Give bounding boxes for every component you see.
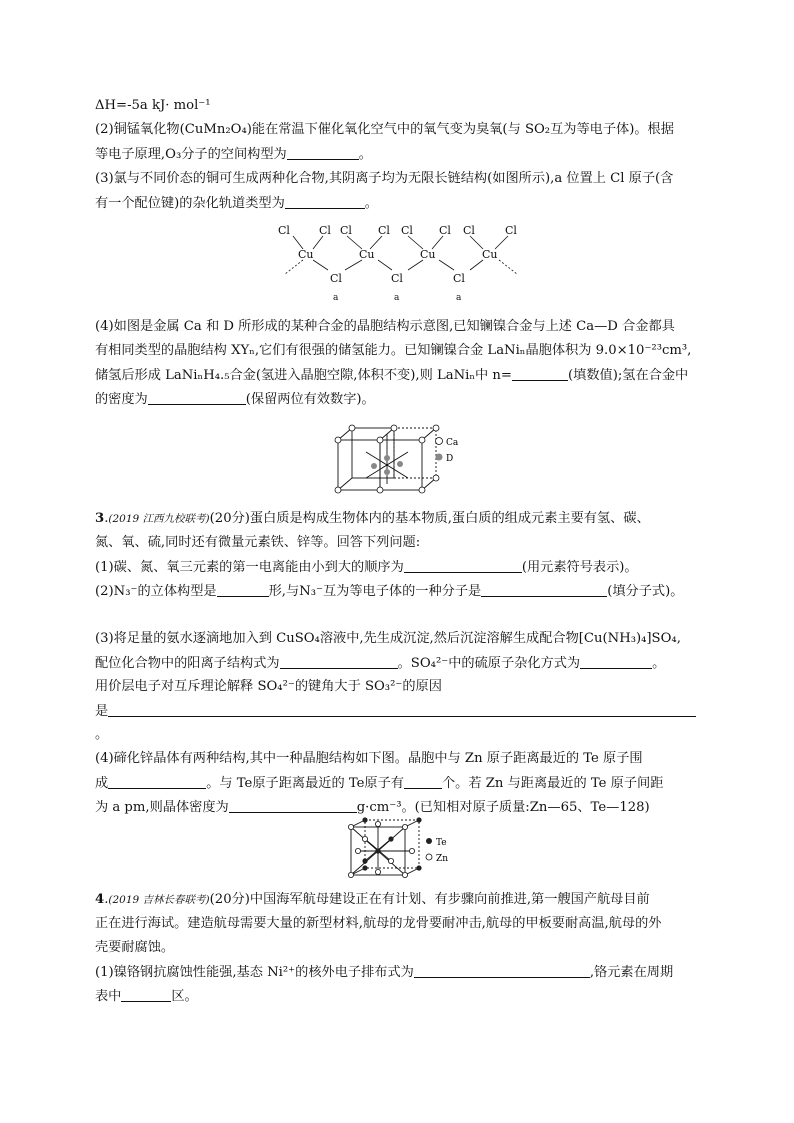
q3-part3-line5: 。 (95, 727, 109, 742)
chain-cu-label: Cu (298, 248, 314, 261)
chain-cl-label: Cl (401, 224, 413, 237)
chain-cl-label: Cl (319, 224, 331, 237)
te-legend-marker (426, 838, 432, 844)
answer-blank[interactable] (414, 963, 590, 978)
answer-blank[interactable] (229, 798, 357, 813)
q3-part3-line3: 用价层电子对互斥理论解释 SO₄²⁻的键角大于 SO₃²⁻的原因 (95, 679, 442, 694)
chain-a-label: a (333, 293, 339, 303)
chain-cl-label: Cl (439, 224, 451, 237)
answer-blank[interactable] (404, 558, 522, 573)
znte-cell-figure (343, 817, 463, 879)
answer-blank[interactable] (148, 390, 246, 405)
answer-blank[interactable] (481, 582, 607, 597)
legend-ca: Ca (446, 438, 459, 448)
chain-cl-label: Cl (340, 224, 352, 237)
q4-part1-line1: (1)镍铬钢抗腐蚀性能强,基态 Ni²⁺的核外电子排布式为 ,铬元素在周期 (95, 965, 674, 980)
answer-blank[interactable] (287, 145, 359, 160)
chain-cl-label: Cl (278, 224, 290, 237)
chain-cl-label: Cl (453, 272, 465, 285)
legend-d: D (446, 454, 454, 464)
q3-part3-line2: 配位化合物中的阳离子结构式为 。SO₄²⁻中的硫原子杂化方式为 。 (95, 656, 666, 671)
q3-line1: 3.(2019 江西九校联考)(20分)蛋白质是构成生物体内的基本物质,蛋白质的组成元素主要有氢、碳、 (95, 511, 650, 526)
q3-line2: 氮、氧、硫,同时还有微量元素铁、锌等。回答下列问题: (95, 535, 421, 550)
q3-part4-line3: 为 a pm,则晶体密度为 g·cm⁻³。(已知相对原子质量:Zn—65、Te—128) (95, 800, 650, 815)
zn-legend-marker (426, 854, 432, 860)
chain-cl-label: Cl (330, 272, 342, 285)
chain-cl-label: Cl (391, 272, 403, 285)
answer-blank[interactable] (280, 654, 398, 669)
q2-part4-line1: (4)如图是金属 Ca 和 D 所形成的某种合金的晶胞结构示意图,已知镧镍合金与上述 Ca—D 合金都具 (95, 319, 675, 334)
q2-part2-line1: (2)铜锰氧化物(CuMn₂O₄)能在常温下催化氧化空气中的氧气变为臭氧(与 SO₂互为等电子体)。根据 (95, 122, 674, 137)
q2-part4-line3: 储氢后形成 LaNiₙH₄.₅合金(氢进入晶胞空隙,体积不变),则 LaNiₙ中 n= (填数值);氢在合金中 (95, 368, 689, 383)
answer-blank[interactable] (108, 774, 206, 789)
q3-part3-line1: (3)将足量的氨水逐滴地加入到 CuSO₄溶液中,先生成沉淀,然后沉淀溶解生成配合物[Cu(NH₃)₄]SO₄, (95, 631, 681, 646)
q3-part1: (1)碳、氮、氧三元素的第一电离能由小到大的顺序为 (用元素符号表示)。 (95, 560, 638, 575)
answer-blank[interactable] (512, 366, 568, 381)
chain-cu-label: Cu (420, 248, 436, 261)
chain-cl-label: Cl (463, 224, 475, 237)
chain-a-label: a (394, 293, 400, 303)
answer-blank[interactable] (217, 582, 269, 597)
cu-cl-chain-figure (270, 222, 530, 304)
ca-legend-marker (436, 438, 443, 445)
q2-part3-line2: 有一个配位键)的杂化轨道类型为 。 (95, 196, 378, 211)
answer-blank[interactable] (285, 194, 365, 209)
q2-part4-line2: 有相同类型的晶胞结构 XYₙ,它们有很强的储氢能力。已知镧镍合金 LaNiₙ晶胞体积为 9.0×10⁻²³cm³, (95, 343, 692, 358)
q3-part4-line2: 成 。与 Te原子距离最近的 Te原子有 个。若 Zn 与距离最近的 Te 原子间距 (95, 776, 664, 791)
answer-blank[interactable] (121, 987, 171, 1002)
chain-cu-label: Cu (359, 248, 375, 261)
chain-cl-label: Cl (378, 224, 390, 237)
q2-part4-line4: 的密度为 (保留两位有效数字)。 (95, 392, 375, 407)
answer-blank[interactable] (580, 654, 652, 669)
q4-line3: 壳要耐腐蚀。 (95, 940, 175, 955)
chain-cu-label: Cu (482, 248, 498, 261)
q4-line2: 正在进行海试。建造航母需要大量的新型材料,航母的龙骨要耐冲击,航母的甲板要耐高温,航母的外 (95, 916, 662, 931)
legend-te: Te (436, 838, 447, 848)
q4-line1: 4.(2019 吉林长春联考)(20分)中国海军航母建设正在有计划、有步骤向前推进,第一艘国产航母目前 (95, 892, 650, 907)
q3-part2: (2)N₃⁻的立体构型是 形,与N₃⁻互为等电子体的一种分子是 (填分子式)。 (95, 584, 684, 599)
q4-part1-line2: 表中 区。 (95, 989, 198, 1004)
answer-blank[interactable] (108, 702, 696, 717)
chain-cl-label: Cl (505, 224, 517, 237)
q2-enthalpy-line: ΔH=-5a kJ· mol⁻¹ (95, 98, 211, 113)
answer-blank[interactable] (404, 774, 442, 789)
ca-d-cell-figure (330, 420, 470, 495)
q3-part4-line1: (4)碲化锌晶体有两种结构,其中一种晶胞结构如下图。晶胞中与 Zn 原子距离最近的 Te 原子围 (95, 751, 643, 766)
q2-part3-line1: (3)氯与不同价态的铜可生成两种化合物,其阴离子均为无限长链结构(如图所示),a 位置上 Cl 原子(含 (95, 171, 674, 186)
chain-a-label: a (456, 293, 462, 303)
q3-part3-line4: 是 (95, 702, 705, 721)
q2-part2-line2: 等电子原理,O₃分子的空间构型为 。 (95, 147, 372, 162)
d-legend-marker (436, 454, 443, 461)
legend-zn: Zn (436, 854, 449, 864)
